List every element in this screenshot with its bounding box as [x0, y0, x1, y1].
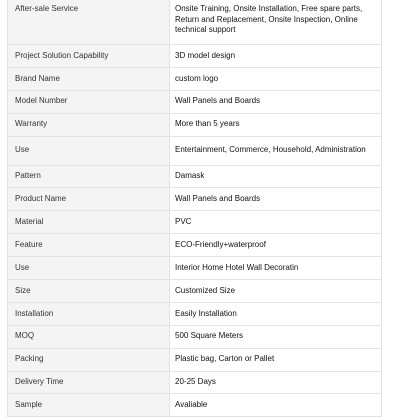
spec-value: Avaliable	[170, 394, 382, 417]
spec-row-packing	[8, 348, 382, 371]
spec-row-model-number	[8, 90, 382, 113]
spec-label: Use	[8, 136, 170, 165]
spec-label: Brand Name	[8, 67, 170, 90]
spec-value: custom logo	[170, 67, 382, 90]
spec-label: Delivery Time	[8, 371, 170, 394]
spec-label: Product Name	[8, 188, 170, 211]
spec-value: Customized Size	[170, 280, 382, 303]
spec-label: Pattern	[8, 165, 170, 188]
spec-value: Plastic bag, Carton or Pallet	[170, 348, 382, 371]
spec-label: Use	[8, 257, 170, 280]
spec-row-delivery-time	[8, 371, 382, 394]
spec-row-sample	[8, 394, 382, 417]
spec-value: Easily Installation	[170, 302, 382, 325]
spec-row-use	[8, 136, 382, 165]
spec-label: Warranty	[8, 113, 170, 136]
spec-value: Entertainment, Commerce, Household, Administration	[170, 136, 382, 165]
spec-value: 3D model design	[170, 45, 382, 68]
spec-label: Sample	[8, 394, 170, 417]
spec-label: After-sale Service	[8, 0, 170, 45]
spec-value: Interior Home Hotel Wall Decoratin	[170, 257, 382, 280]
spec-value: Wall Panels and Boards	[170, 188, 382, 211]
spec-value: Damask	[170, 165, 382, 188]
spec-row-project-solution-capability	[8, 45, 382, 68]
spec-row-use-2	[8, 257, 382, 280]
spec-row-size	[8, 280, 382, 303]
spec-label: Project Solution Capability	[8, 45, 170, 68]
spec-value: Onsite Training, Onsite Installation, Free spare parts, Return and Replacement, Onsite Inspection, Online technical support	[170, 0, 382, 45]
spec-label: Packing	[8, 348, 170, 371]
spec-value: Wall Panels and Boards	[170, 90, 382, 113]
spec-row-moq	[8, 325, 382, 348]
spec-row-after-sale-service	[8, 0, 382, 45]
spec-value: PVC	[170, 211, 382, 234]
spec-row-product-name	[8, 188, 382, 211]
spec-label: MOQ	[8, 325, 170, 348]
spec-row-material	[8, 211, 382, 234]
spec-label: Installation	[8, 302, 170, 325]
spec-row-pattern	[8, 165, 382, 188]
spec-row-brand-name	[8, 67, 382, 90]
spec-value: ECO-Friendly+waterproof	[170, 234, 382, 257]
spec-label: Model Number	[8, 90, 170, 113]
product-spec-table	[7, 0, 382, 417]
spec-row-warranty	[8, 113, 382, 136]
spec-label: Feature	[8, 234, 170, 257]
spec-value: More than 5 years	[170, 113, 382, 136]
spec-label: Material	[8, 211, 170, 234]
spec-value: 500 Square Meters	[170, 325, 382, 348]
spec-label: Size	[8, 280, 170, 303]
spec-value: 20-25 Days	[170, 371, 382, 394]
spec-row-feature	[8, 234, 382, 257]
spec-row-installation	[8, 302, 382, 325]
